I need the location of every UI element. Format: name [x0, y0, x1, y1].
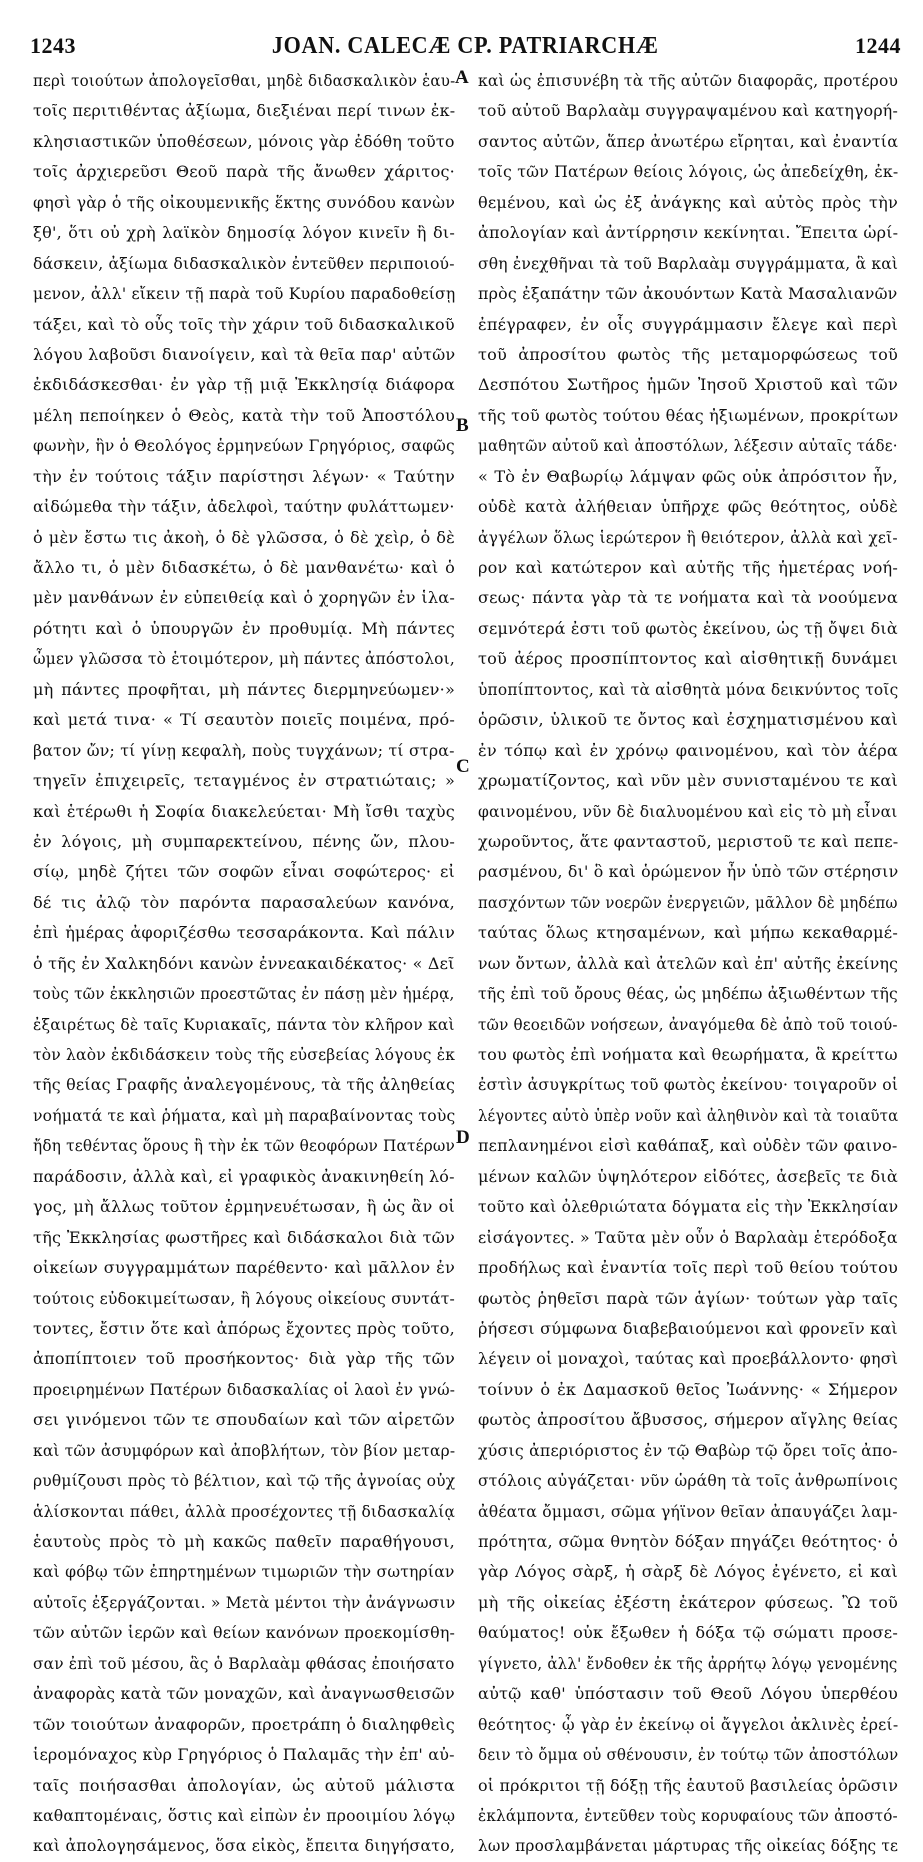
text-line: σεως· πάντα γὰρ τὰ τε νοήματα καὶ τὰ νοούμενα [478, 588, 898, 608]
text-line: τοὺς τῶν ἐκκλησιῶν προεστῶτας ἐν πάσῃ μὲν ἡμέρᾳ, [33, 984, 455, 1004]
text-line: ὁ τῆς ἐν Χαλκηδόνι κανὼν ἐννεακαιδέκατος· « Δεῖ [33, 953, 455, 973]
text-line: ἀγγέλων ὅλως ἱερώτερον ἢ θειότερον, ἀλλὰ καὶ χεῖ- [478, 527, 898, 547]
text-line: ἀποπίπτοιεν τοῦ προσήκοντος· διὰ γὰρ τῆς τῶν [33, 1349, 455, 1369]
text-line: ἐκλάμποντα, ἐντεῦθεν τοὺς κορυφαίους τῶν ἀποστό- [478, 1805, 898, 1825]
right-text-column [478, 66, 898, 1862]
text-line: σίῳ, μηδὲ ζήτει τῶν σοφῶν εἶναι σοφώτερος· εἰ [33, 862, 455, 882]
text-line: οἱ πρόκριτοι τῇ δόξῃ τῆς ἑαυτοῦ βασιλείας ὁρῶσιν [478, 1775, 899, 1795]
text-line: πρὸς ἐξαπάτην τῶν ἀκουόντων Κατὰ Μασαλιανῶν [478, 284, 898, 304]
text-line: ὑποπίπτοντος, καὶ τὰ αἰσθητὰ μόνα δεικνύντος τοῖς [478, 679, 899, 699]
text-line: ρυθμίζουσι πρὸς τὸ βέλτιον, καὶ τῷ τῆς ἀγνοίας οὐχ [33, 1471, 456, 1491]
text-line: περὶ τοιούτων ἀπολογεῖσθαι, μηδὲ διδασκαλικὸν ἑαυ- [33, 71, 456, 90]
text-line: νων ὄντων, ἀλλὰ καὶ ἀτελῶν καὶ ἐπ' αὐτῆς ἐκείνης [478, 953, 899, 973]
text-line: καὶ ἀπολογησάμενος, ὅσα εἰκὸς, ἔπειτα διηγήσατο, [33, 1836, 456, 1856]
text-line: τῆς θείας Γραφῆς ἀναλεγομένους, τὰ τῆς ἀληθείας [33, 1075, 456, 1095]
text-line: τηγεῖν ἐπιχειρεῖς, τεταγμένος ἐν στρατιώταις; » [33, 771, 455, 791]
text-line: σει γινόμενοι τῶν τε σπουδαίων καὶ τῶν αἱρετῶν [33, 1410, 455, 1430]
text-line: ἄλλο τι, ὁ μὲν διδασκέτω, ὁ δὲ μανθανέτω· καὶ ὁ [33, 558, 455, 577]
text-line: ἀθέατα ὄμμασι, σῶμα γήϊνον θεῖαν ἀπαυγάζει λαμ- [478, 1501, 898, 1521]
text-line: τὸν λαὸν ἐκδιδάσκειν τοὺς τῆς εὐσεβείας λόγους ἐκ [33, 1045, 456, 1064]
text-line: μέλη πεποίηκεν ὁ Θεὸς, κατὰ τὴν τοῦ Ἀποστόλου [33, 405, 455, 425]
text-line: κλησιαστικῶν ὑποθέσεων, μόνοις γὰρ ἐδόθη τοῦτο [33, 131, 455, 151]
margin-letter-c: C [456, 756, 470, 777]
text-line: φησὶ γὰρ ὁ τῆς οἰκουμενικῆς ἕκτης συνόδου κανὼν [33, 192, 456, 212]
text-line: ἐν τόπῳ καὶ ἐν χρόνῳ φαινομένου, καὶ τὸν ἀέρα [478, 740, 898, 760]
text-line: τῶν τοιούτων ἀναφορῶν, προετράπη ὁ διαληφθεὶς [33, 1714, 455, 1734]
text-line: μενον, ἀλλ' εἴκειν τῇ παρὰ τοῦ Κυρίου παραδοθείσῃ [33, 284, 456, 304]
text-line: χωροῦντος, ἅτε φανταστοῦ, μεριστοῦ τε καὶ πεπε- [478, 831, 899, 851]
text-line: οὐδὲ κατὰ ἀλήθειαν ὑπῆρχε φῶς θεότητος, οὐδὲ [478, 497, 898, 517]
text-line: πρότητα, σῶμα θνητὸν δόξαν πηγάζει θεότητος· ὁ [478, 1532, 898, 1551]
text-line: « Τὸ ἐν Θαβωρίῳ λάμψαν φῶς οὐκ ἀπρόσιτον ἦν, [478, 466, 898, 486]
text-line: δέ τις ἀλῷ τὸν παρόντα παρασαλεύων κανόνα, [33, 892, 455, 912]
text-line: πεπλανημένοι εἰσὶ καθάπαξ, καὶ οὐδὲν τῶν φαινο- [478, 1136, 898, 1156]
text-line: λέγοντες αὐτὸ ὑπὲρ νοῦν καὶ ἀληθινὸν καὶ τὰ τοιαῦτα [478, 1105, 899, 1125]
text-line: ἐξαιρέτως δὲ ταῖς Κυριακαῖς, πάντα τὸν κλῆρον καὶ [33, 1014, 455, 1034]
text-line: σαν ἐπὶ τοῦ μέσου, ἃς ὁ Βαρλαὰμ φθάσας ἐποιήσατο [33, 1653, 455, 1673]
text-line: καὶ ὡς ἐπισυνέβη τὰ τῆς αὐτῶν διαφορᾶς, προτέρου [478, 71, 899, 90]
text-line: θεμένου, καὶ ὡς ἐξ ἀνάγκης καὶ αὐτὸς πρὸς τὴν [478, 192, 898, 212]
text-line: ἁλίσκονται πάθει, ἀλλὰ προσέχοντες τῇ διδασκαλίᾳ [33, 1501, 456, 1521]
text-line: πασχόντων τῶν νοερῶν ἐνεργειῶν, μᾶλλον δὲ μηδέπω [478, 892, 898, 912]
text-line: σθη ἐνεχθῆναι τὰ τοῦ Βαρλαὰμ συγγράμματα, ἃ καὶ [478, 253, 899, 273]
margin-letter-a: A [455, 67, 469, 88]
right-column-number: 1244 [854, 33, 901, 58]
text-line: τοῦ ἀπροσίτου φωτὸς τῆς μεταμορφώσεως τοῦ [478, 344, 898, 364]
text-line: δειν τὸ ὄμμα οὐ σθένουσιν, ἐν τούτῳ τῶν ἀποστόλων [478, 1745, 899, 1765]
text-line: ἤδη τεθέντας ὅρους ἢ τὴν ἐκ τῶν θεοφόρων Πατέρων [33, 1136, 456, 1156]
text-line: μένων καλῶν ὑψηλότερον εἰδότες, ἀσεβεῖς τε διὰ [478, 1166, 898, 1186]
margin-letter-b: B [456, 415, 469, 436]
text-line: ὁρῶσιν, ὑλικοῦ τε ὄντος καὶ ἐσχηματισμένου καὶ [478, 710, 898, 730]
text-line: σαντος αὐτῶν, ἅπερ ἀνωτέρω εἴρηται, καὶ ἐναντία [478, 131, 899, 151]
text-line: στόλοις αὐγάζεται· νῦν ὡράθη τὰ τοῖς ἀνθρωπίνοις [478, 1471, 898, 1491]
text-line: ὦμεν γλῶσσα τὸ ἑτοιμότερον, μὴ πάντες ἀπόστολοι, [33, 649, 455, 669]
text-line: ρασμένου, δι' ὃ καὶ ὁρώμενον ἦν ὑπὸ τῶν στέρησιν [478, 862, 899, 882]
text-line: τοῖς ἀρχιερεῦσι Θεοῦ παρὰ τῆς ἄνωθεν χάριτος· [33, 162, 455, 182]
text-line: ἐπὶ ἡμέρας ἀφοριζέσθω τεσσαράκοντα. Καὶ πάλιν [33, 923, 455, 943]
text-line: φωτὸς ῥηθεῖσι παρὰ τῶν ἁγίων· τούτων γὰρ ταῖς [478, 1288, 898, 1308]
text-line: τοντες, ἔστιν ὅτε καὶ ἀπόρως ἔχοντες πρὸς τοῦτο, [33, 1318, 455, 1338]
text-line: ἐστὶν ἀσυγκρίτως τοῦ φωτὸς ἐκείνου· τοιγαροῦν οἱ [478, 1075, 899, 1095]
text-line: Δεσπότου Σωτῆρος ἡμῶν Ἰησοῦ Χριστοῦ καὶ τῶν [478, 375, 898, 395]
text-line: καὶ φόβῳ τῶν ἐπηρτημένων τιμωριῶν τὴν σωτηρίαν [33, 1562, 455, 1582]
text-line: φωνὴν, ἣν ὁ Θεολόγος ἑρμηνεύων Γρηγόριος, σαφῶς [33, 436, 455, 456]
text-line: σεμνότερά ἐστι τοῦ φωτὸς ἐκείνου, ὡς τῇ ὄψει διὰ [478, 618, 898, 638]
text-line: τῆς τοῦ φωτὸς τούτου θέας ἠξιωμένων, προκρίτων [478, 405, 899, 425]
text-line: θεότητος· ᾧ γὰρ ἐν ἐκείνῳ οἱ ἄγγελοι ἀκλινὲς ἐρεί- [478, 1714, 899, 1734]
text-line: τῆς Ἐκκλησίας φωστῆρες καὶ διδάσκαλοι διὰ τῶν [33, 1227, 455, 1247]
text-line: καὶ μετά τινα· « Τί σεαυτὸν ποιεῖς ποιμένα, πρό- [33, 710, 455, 730]
text-line: ταύτας ὅλως κτησαμένων, καὶ μήπω κεκαθαρμέ- [478, 923, 898, 943]
text-line: ἑαυτοὺς πρὸς τὸ μὴ κακῶς παθεῖν παραθήγουσι, [33, 1532, 455, 1551]
text-line: χρωματίζοντος, καὶ νῦν μὲν συνισταμένου τε καὶ [478, 771, 898, 791]
text-line: ἱερομόναχος κὺρ Γρηγόριος ὁ Παλαμᾶς τὴν ἐπ' αὐ- [33, 1745, 455, 1765]
text-line: αἰδώμεθα τὴν τάξιν, ἀδελφοὶ, ταύτην φυλάττωμεν· [33, 497, 455, 517]
text-line: ἐπέγραφεν, ἐν οἷς συγγράμμασιν ἔλεγε καὶ περὶ [478, 314, 898, 334]
text-line: προδήλως καὶ ἐναντία τοῖς περὶ τοῦ θείου τούτου [478, 1258, 898, 1278]
text-line: γος, μὴ ἄλλως τοῦτον ἑρμηνευέτωσαν, ἢ ὡς ἂν οἱ [33, 1197, 455, 1217]
text-line: τάξει, καὶ τὸ οὖς τοῖς τὴν χάριν τοῦ διδασκαλικοῦ [33, 314, 455, 334]
text-line: ρότητι καὶ ὁ ὑπουργῶν ἐν προθυμίᾳ. Μὴ πάντες [33, 618, 455, 638]
text-line: ρον καὶ κατώτερον καὶ αὐτῆς τῆς ἡμετέρας νοή- [478, 558, 898, 577]
text-line: καθαπτομέναις, ὅστις καὶ εἰπὼν ἐν προοιμίου λόγῳ [33, 1805, 456, 1825]
text-line: ξθ', ὅτι οὐ χρὴ λαϊκὸν δημοσίᾳ λόγον κινεῖν ἢ δι- [33, 223, 455, 243]
text-line: παράδοσιν, ἀλλὰ καὶ, εἰ γραφικὸς ἀνακινηθείη λό- [33, 1166, 455, 1186]
text-line: τοῦτο καὶ ὀλεθριώτατα δόγματα εἰς τὴν Ἐκκλησίαν [478, 1197, 899, 1217]
text-line: βατον ὤν; τί γίνῃ κεφαλὴ, ποὺς τυγχάνων; τί στρα- [33, 740, 455, 760]
text-line: καὶ ἑτέρωθι ἡ Σοφία διακελεύεται· Μὴ ἴσθι ταχὺς [33, 801, 455, 821]
running-title: JOAN. CALECÆ CP. PATRIARCHÆ [272, 32, 659, 59]
text-line: τοῖς περιτιθέντας ἀξίωμα, διεξιέναι περί τινων ἐκ- [33, 101, 456, 121]
text-line: τῶν θεοειδῶν νοήσεων, ἀναγόμεθα δὲ ἀπὸ τοῦ τοιού- [478, 1014, 898, 1034]
text-line: αὐτῷ καθ' ὑπόστασιν τοῦ Θεοῦ Λόγου ὑπερθέου [478, 1684, 898, 1704]
text-line: θαύματος! οὐκ ἔξωθεν ἡ δόξα τῷ σώματι προσε- [478, 1623, 898, 1643]
text-line: τῆς ἐπὶ τοῦ ὄρους θέας, ὡς μηδέπω ἀξιωθέντων τῆς [478, 984, 898, 1004]
text-line: ἀναφορὰς κατὰ τῶν μοναχῶν, καὶ ἀναγνωσθεισῶν [33, 1684, 455, 1704]
text-line: προειρημένων Πατέρων διδασκαλίας οἱ λαοὶ ἐν γνώ- [33, 1379, 456, 1399]
left-text-column [33, 66, 455, 1862]
text-line: του φωτὸς ἐπὶ νοήματα καὶ θεωρήματα, ἃ κρείττω [478, 1045, 898, 1064]
running-header [30, 30, 901, 62]
text-line: γίγνετο, ἀλλ' ἔνδοθεν ἐκ τῆς ἀρρήτῳ λόγῳ γενομένης [478, 1653, 898, 1673]
text-line: μὴ τῆς οἰκείας ἐξέστη ἑκάτερον φύσεως. Ὢ τοῦ [478, 1592, 898, 1612]
text-line: νοήματά τε καὶ ῥήματα, καὶ μὴ παραβαίνοντας τοὺς [33, 1105, 456, 1125]
text-line: τούτοις εὐδοκιμείτωσαν, ἢ λόγους οἰκείους συντάτ- [33, 1288, 455, 1308]
text-line: χύσις ἀπεριόριστος ἐν τῷ Θαβὼρ τῷ ὄρει τοῖς ἀπο- [478, 1440, 898, 1460]
text-line: καὶ τῶν ἀσυμφόρων καὶ ἀποβλήτων, τὸν βίον μεταρ- [33, 1440, 456, 1460]
text-line: φωτὸς ἀπροσίτου ἄβυσσος, σήμερον αἴγλης θείας [478, 1410, 898, 1430]
text-line: μαθητῶν αὐτοῦ καὶ ἀποστόλων, λέξεσιν αὐταῖς τάδε· [478, 436, 898, 456]
text-line: μὲν μανθάνων ἐν εὐπειθείᾳ καὶ ὁ χορηγῶν ἐν ἱλα- [33, 588, 455, 608]
text-line: ἀπολογίαν καὶ ἀντίρρησιν κεκίνηται. Ἔπειτα ὡρί- [478, 223, 899, 243]
text-line: τοῖς τῶν Πατέρων θείοις λόγοις, ὡς ἀπεδείχθη, ἐκ- [478, 162, 899, 182]
text-line: λων προσλαμβάνεται μάρτυρας τῆς οἰκείας δόξης τε [478, 1836, 899, 1856]
text-line: τῶν αὐτῶν ἱερῶν καὶ θείων κανόνων προεκομίσθη- [33, 1623, 456, 1643]
text-line: ταῖς ποιήσασθαι ἀπολογίαν, ὡς αὐτοῦ μάλιστα [33, 1775, 455, 1795]
left-column-number: 1243 [30, 33, 76, 58]
text-line: τοῦ ἀέρος προσπίπτοντος καὶ αἰσθητικῇ δυνάμει [478, 649, 898, 669]
text-line: γὰρ Λόγος σὰρξ, ἡ σὰρξ δὲ Λόγος ἐγένετο, εἰ καὶ [478, 1562, 898, 1582]
text-line: ῥήσεσι σύμφωνα διαβεβαιούμενοι καὶ φρονεῖν καὶ [478, 1318, 898, 1338]
text-line: τοῦ αὐτοῦ Βαρλαὰμ συγγραψαμένου καὶ κατηγορή- [478, 101, 898, 121]
text-line: ἐκδιδάσκεσθαι· ἐν γὰρ τῇ μιᾷ Ἐκκλησίᾳ διάφορα [33, 375, 455, 395]
text-line: αὐτοῖς ἐξεργάζονται. » Μετὰ μέντοι τὴν ἀνάγνωσιν [33, 1592, 456, 1612]
text-line: εἰσάγοντες. » Ταῦτα μὲν οὖν ὁ Βαρλαὰμ ἑτερόδοξα [478, 1227, 898, 1247]
text-line: τὴν ἐν τούτοις τάξιν παρίστησι λέγων· « Ταύτην [33, 466, 455, 486]
text-line: μὴ πάντες προφῆται, μὴ πάντες διερμηνεύωμεν·» [33, 679, 455, 699]
text-line: τοίνυν ὁ ἐκ Δαμασκοῦ θεῖος Ἰωάννης· « Σήμερον [478, 1379, 898, 1399]
text-line: λόγου λαβοῦσι διανοίγειν, καὶ τὰ θεῖα παρ' αὐτῶν [33, 344, 456, 364]
text-line: λέγειν οἱ μοναχοὶ, ταύτας καὶ προεβάλλοντο· φησὶ [478, 1349, 899, 1369]
text-line: ὁ μὲν ἔστω τις ἀκοὴ, ὁ δὲ γλῶσσα, ὁ δὲ χεὶρ, ὁ δὲ [33, 527, 455, 547]
text-line: ἐν λόγοις, μὴ συμπαρεκτείνου, πένης ὤν, πλου- [33, 831, 455, 851]
margin-letter-d: D [456, 1127, 470, 1148]
text-line: οἰκείων συγγραμμάτων παρέθεντο· καὶ μᾶλλον ἐν [33, 1258, 455, 1278]
text-line: δάσκειν, ἀξίωμα διδασκαλικὸν ἐντεῦθεν περιποιού- [33, 253, 455, 273]
text-line: φαινομένου, νῦν δὲ διαλυομένου καὶ εἰς τὸ μὴ εἶναι [478, 801, 898, 821]
